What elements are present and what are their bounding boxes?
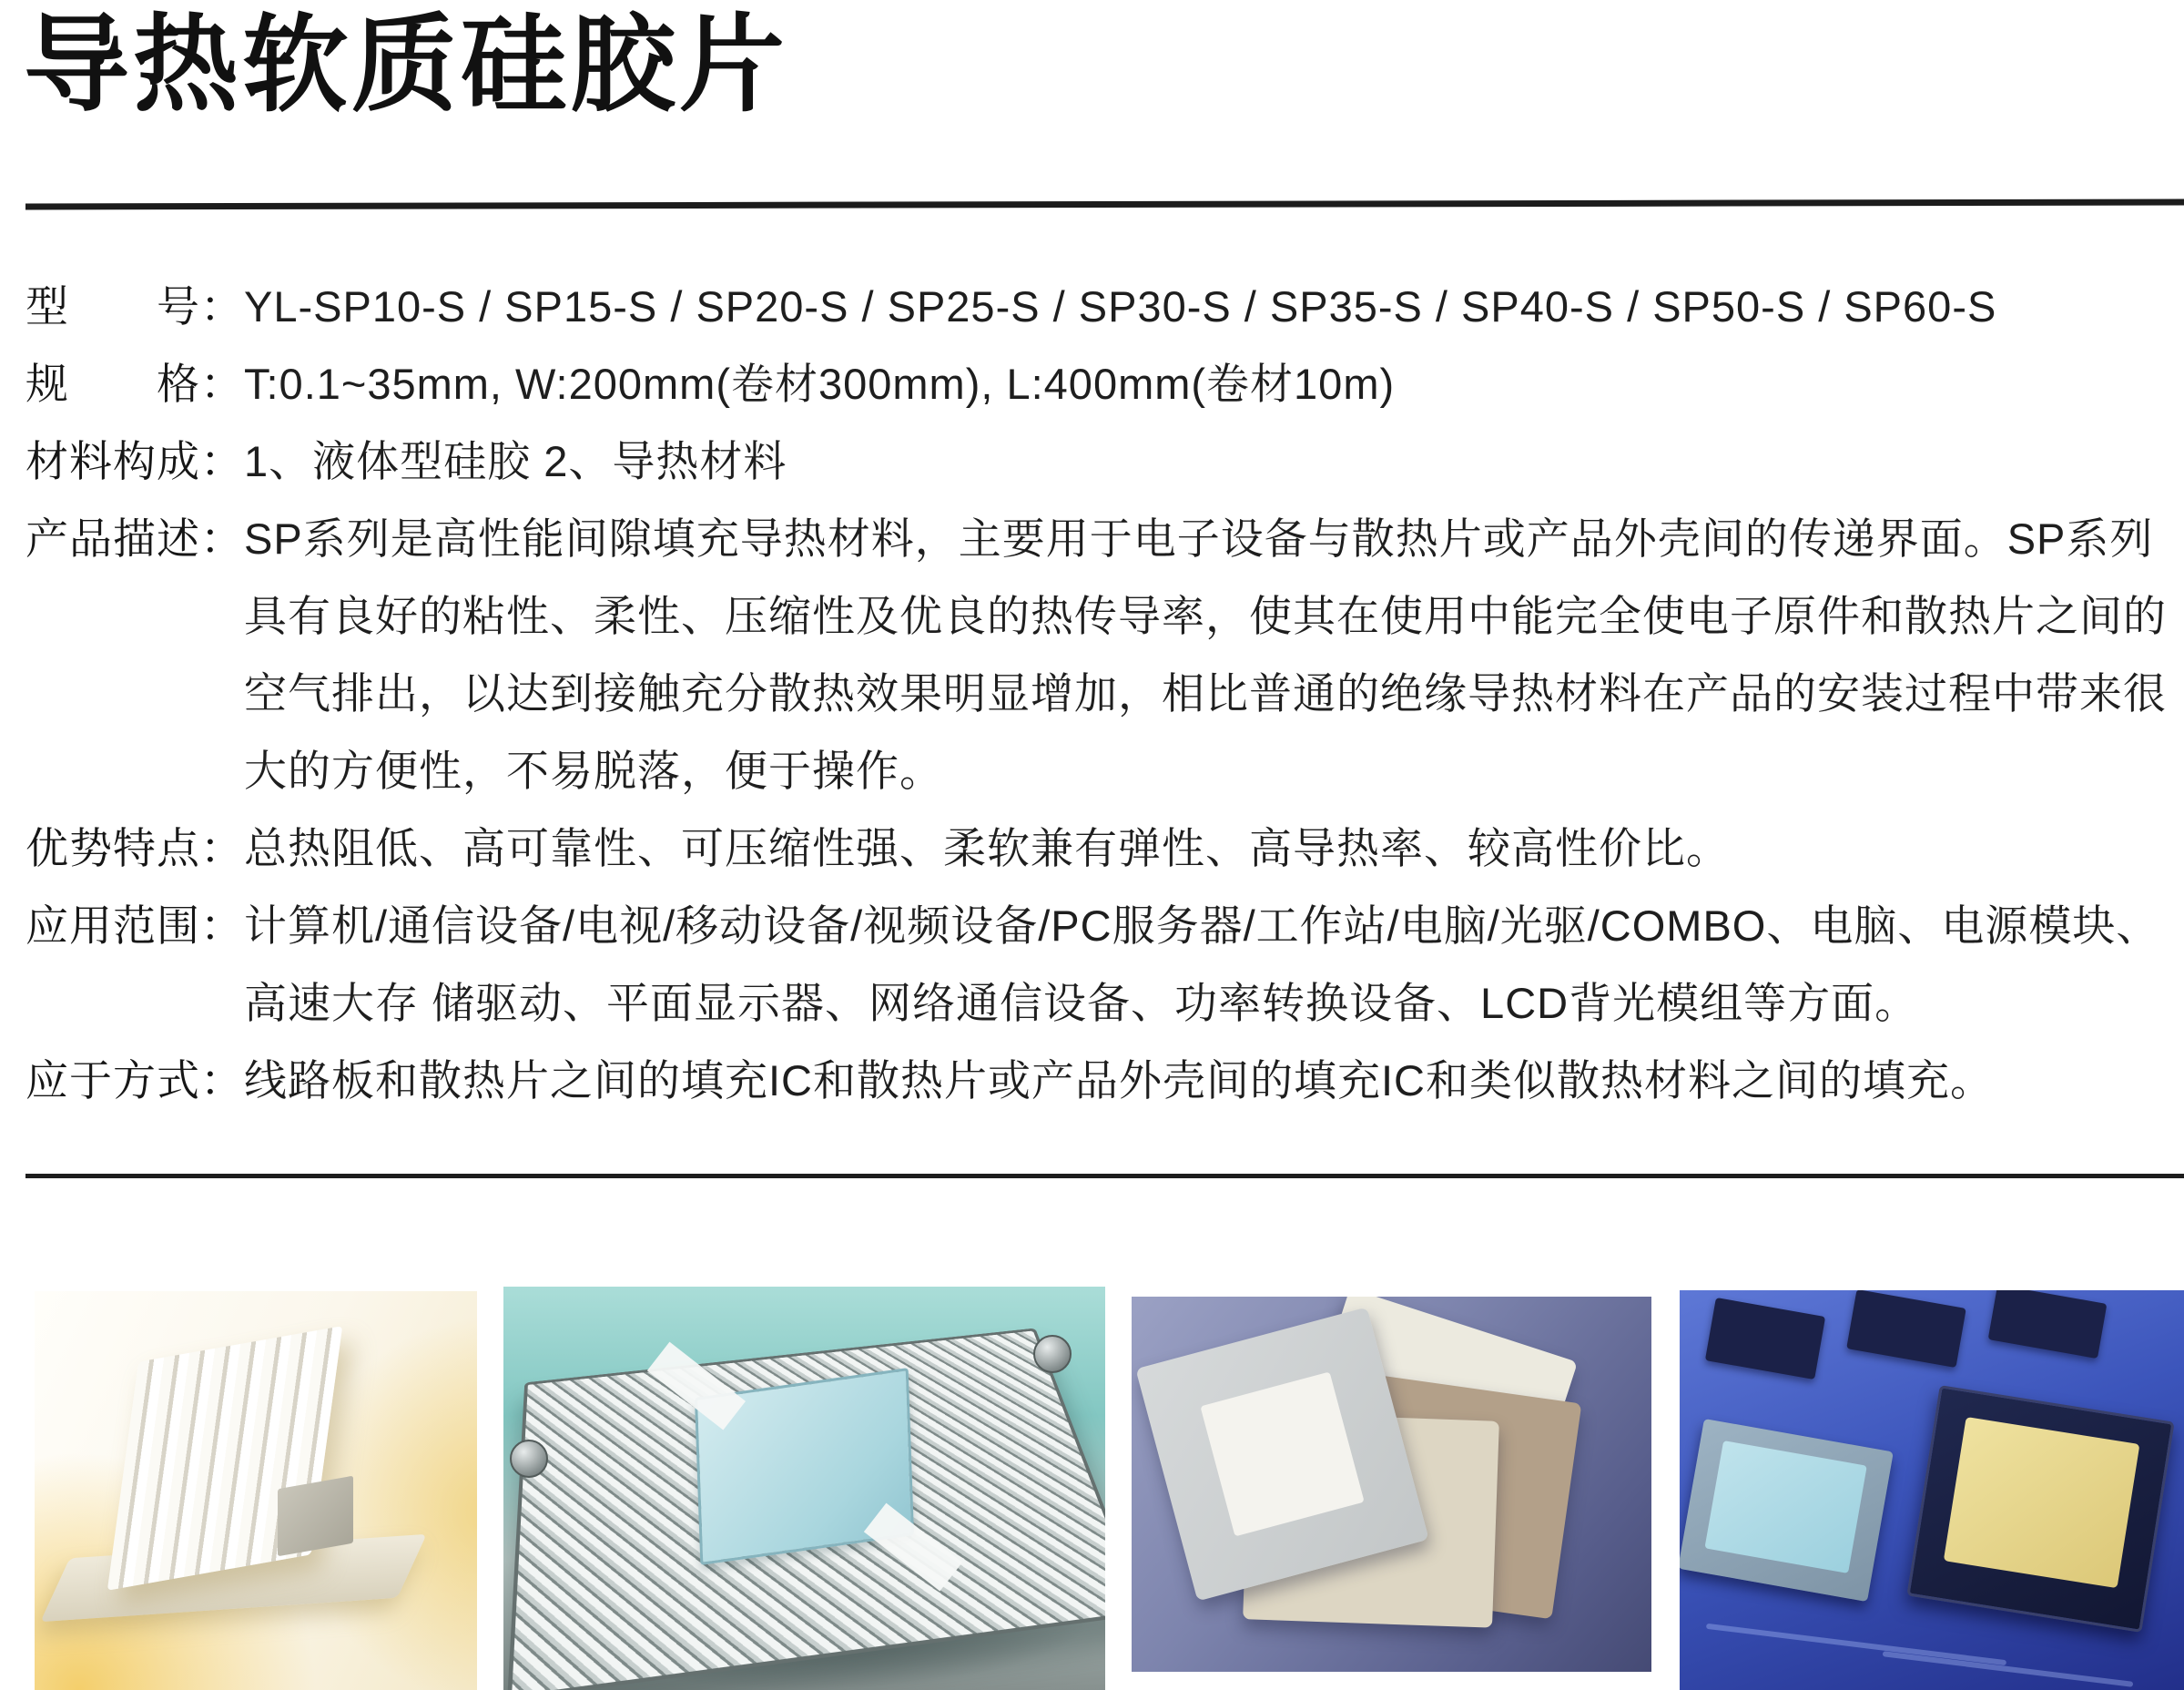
spec-label-model-number: 型 号： bbox=[25, 282, 244, 331]
spec-row-applications bbox=[25, 887, 2168, 1042]
spec-label-usage-method: 应于方式： bbox=[25, 1056, 244, 1105]
pcb-chip bbox=[1847, 1290, 1966, 1368]
pcb-chip bbox=[1705, 1297, 1825, 1379]
sheet-white-window bbox=[1200, 1372, 1364, 1537]
photo-pcb-thermal-pads bbox=[1680, 1290, 2184, 1690]
white-heatsink-fins bbox=[107, 1327, 342, 1592]
spec-row-usage-method bbox=[25, 1042, 2168, 1119]
divider-top bbox=[25, 199, 2184, 210]
pcb-module bbox=[1680, 1419, 1893, 1602]
blue-thermal-pad bbox=[1705, 1441, 1867, 1573]
spec-row-features bbox=[25, 809, 2168, 887]
spec-value-description: SP系列是高性能间隙填充导热材料，主要用于电子设备与散热片或产品外壳间的传递界面。SP系列具有良好的粘性、柔性、压缩性及优良的热传导率，使其在使用中能完全使电子原件和散热片之间的空气排出，以达到接触充分散热效果明显增加，相比普通的绝缘导热材料在产品的安装过程中带来很大的方便性，不易脱落，便于操作。 bbox=[244, 514, 2167, 795]
spec-label-applications: 应用范围： bbox=[25, 901, 244, 950]
spec-row-model-number bbox=[25, 268, 2168, 345]
spec-row-description bbox=[25, 500, 2168, 809]
pcb-chip bbox=[1988, 1290, 2108, 1359]
spec-row-size bbox=[25, 345, 2168, 422]
mounting-screw bbox=[1033, 1335, 1072, 1373]
spec-value-features: 总热阻低、高可靠性、可压缩性强、柔软兼有弹性、高导热率、较高性价比。 bbox=[244, 824, 1730, 872]
spec-label-material: 材料构成： bbox=[25, 437, 244, 485]
spec-value-size: T:0.1~35mm, W:200mm(卷材300mm), L:400mm(卷材10m) bbox=[244, 360, 1396, 408]
pcb-trace bbox=[1706, 1624, 2007, 1665]
mounting-screw bbox=[510, 1440, 548, 1478]
spec-row-material bbox=[25, 422, 2168, 500]
pcb-main-chip bbox=[1906, 1385, 2174, 1633]
module-chip bbox=[278, 1476, 353, 1557]
spec-label-size: 规 格： bbox=[25, 360, 244, 408]
spec-value-model-number: YL-SP10-S / SP15-S / SP20-S / SP25-S / SP30-S / SP35-S / SP40-S / SP50-S / SP60-S bbox=[244, 282, 1997, 331]
spec-value-material: 1、液体型硅胶 2、导热材料 bbox=[244, 437, 787, 485]
yellow-thermal-pad bbox=[1943, 1417, 2139, 1588]
spec-value-applications: 计算机/通信设备/电视/移动设备/视频设备/PC服务器/工作站/电脑/光驱/COMBO、电脑、电源模块、高速大存 储驱动、平面显示器、网络通信设备、功率转换设备、LCD背光模组等方面。 bbox=[244, 901, 2160, 1027]
spec-label-description: 产品描述： bbox=[25, 514, 244, 563]
spec-label-features: 优势特点： bbox=[25, 824, 244, 872]
pcb-trace bbox=[1882, 1651, 2133, 1687]
spec-list bbox=[25, 268, 2168, 1119]
spec-value-usage-method: 线路板和散热片之间的填充IC和散热片或产品外壳间的填充IC和类似散热材料之间的填充。 bbox=[244, 1056, 1994, 1105]
photo-silicone-pad-sheets bbox=[1132, 1297, 1651, 1672]
divider-photos bbox=[25, 1174, 2184, 1178]
page-title: 导热软质硅胶片 bbox=[24, 5, 788, 124]
photo-cpu-heatsink-with-thermal-pad bbox=[503, 1287, 1105, 1690]
photo-led-heatsink-module bbox=[35, 1291, 477, 1690]
